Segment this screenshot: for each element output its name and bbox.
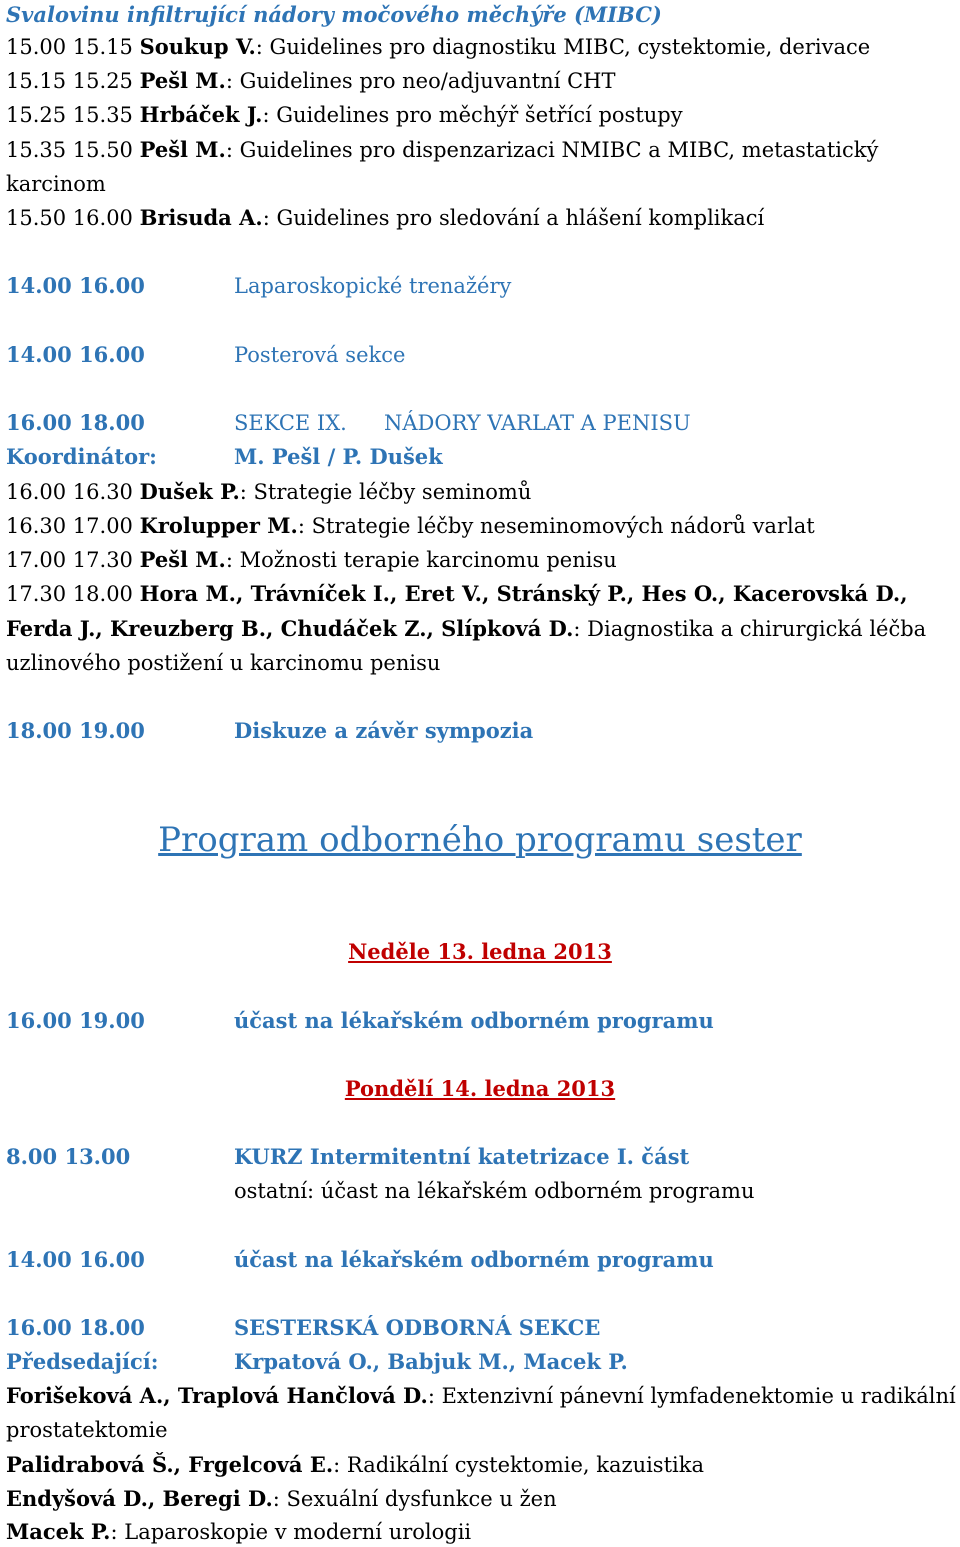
- day1-heading: Neděle 13. ledna 2013: [348, 939, 612, 964]
- talk-item: [6, 1484, 557, 1514]
- item-speaker: Brisuda A.: [139, 205, 263, 230]
- agenda-item: [6, 477, 531, 507]
- talk-item: [6, 1381, 956, 1411]
- chair-row: [6, 1347, 946, 1377]
- sekce9-label: SEKCE IX.: [234, 411, 347, 435]
- talk-text: : Laparoskopie v moderní urologii: [110, 1520, 472, 1544]
- item-time: 17.00 17.30: [6, 548, 133, 572]
- lap-time: 14.00 16.00: [6, 273, 145, 298]
- item-speaker: Pešl M.: [139, 547, 226, 572]
- sekce9-row: [6, 408, 946, 438]
- item-text: : Guidelines pro sledování a hlášení komplikací: [262, 206, 765, 230]
- item-speaker: Dušek P.: [139, 479, 240, 504]
- agenda-item: [6, 100, 683, 130]
- agenda-item: [6, 32, 870, 62]
- program-title: Program odborného programu sester: [158, 820, 802, 860]
- item-speaker: Soukup V.: [139, 34, 256, 59]
- kurz-row: [6, 1142, 946, 1172]
- sest-label: SESTERSKÁ ODBORNÁ SEKCE: [234, 1315, 601, 1340]
- item-text: : Strategie léčby seminomů: [239, 480, 532, 504]
- day1-row: [6, 1006, 946, 1036]
- item-speaker: Hrbáček J.: [139, 102, 263, 127]
- poster-row: [6, 340, 946, 370]
- item-speaker: Krolupper M.: [139, 513, 298, 538]
- diskuze-label: Diskuze a závěr sympozia: [234, 718, 534, 743]
- sekce9-time: 16.00 18.00: [6, 410, 145, 435]
- item-time: 16.00 16.30: [6, 480, 133, 504]
- lap-row: [6, 271, 946, 301]
- agenda-item: [6, 135, 878, 165]
- agenda-item: [6, 579, 908, 609]
- day1-time: 16.00 19.00: [6, 1008, 145, 1033]
- talk-item: [6, 1450, 704, 1480]
- talk-text: : Extenzivní pánevní lymfadenektomie u radikální: [427, 1384, 956, 1408]
- diskuze-row: [6, 716, 946, 746]
- sest-row: [6, 1313, 946, 1343]
- item-speaker: Pešl M.: [139, 68, 226, 93]
- kurz-label: KURZ Intermitentní katetrizace I. část: [234, 1144, 690, 1169]
- talk-speaker: Macek P.: [6, 1519, 111, 1544]
- poster-label: Posterová sekce: [234, 343, 406, 367]
- item-speaker: Pešl M.: [139, 137, 226, 162]
- day2-heading: Pondělí 14. ledna 2013: [344, 1076, 616, 1101]
- item-text: : Guidelines pro měchýř šetřící postupy: [262, 103, 683, 127]
- poster-time: 14.00 16.00: [6, 342, 145, 367]
- agenda-item: [6, 545, 617, 575]
- day1-label: účast na lékařském odborném programu: [234, 1008, 714, 1033]
- item-time: 15.50 16.00: [6, 206, 133, 230]
- diskuze-time: 18.00 19.00: [6, 718, 145, 743]
- sekce9-title: NÁDORY VARLAT A PENISU: [384, 411, 691, 435]
- item-text: : Guidelines pro diagnostiku MIBC, cystektomie, derivace: [255, 35, 871, 59]
- agenda-item: [6, 511, 815, 541]
- ucast-label: účast na lékařském odborném programu: [234, 1247, 714, 1272]
- kurz-note: ostatní: účast na lékařském odborném programu: [234, 1179, 755, 1203]
- agenda-item: [6, 66, 615, 96]
- item-time: 16.30 17.00: [6, 514, 133, 538]
- item-speakers: Ferda J., Kreuzberg B., Chudáček Z., Slípková D.: [6, 616, 574, 641]
- lap-label: Laparoskopické trenažéry: [234, 274, 512, 298]
- coord-value: M. Pešl / P. Dušek: [234, 444, 443, 469]
- item-time: 15.35 15.50: [6, 138, 133, 162]
- item-text: : Guidelines pro neo/adjuvantní CHT: [225, 69, 616, 93]
- chair-label: Předsedající:: [6, 1349, 159, 1374]
- talk-speaker: Forišeková A., Traplová Hančlová D.: [6, 1383, 428, 1408]
- agenda-item-continuation: [6, 614, 926, 644]
- ucast-row: [6, 1245, 946, 1275]
- agenda-item: [6, 203, 764, 233]
- sekce9-coord-row: [6, 442, 946, 472]
- agenda-item-continuation: uzlinového postižení u karcinomu penisu: [6, 651, 441, 675]
- item-text: : Guidelines pro dispenzarizaci NMIBC a MIBC, metastatický: [225, 138, 879, 162]
- kurz-time: 8.00 13.00: [6, 1144, 131, 1169]
- talk-continuation: prostatektomie: [6, 1418, 168, 1442]
- item-time: 17.30 18.00: [6, 582, 133, 606]
- talk-speaker: Endyšová D., Beregi D.: [6, 1486, 273, 1511]
- coord-label: Koordinátor:: [6, 444, 157, 469]
- talk-item: [6, 1517, 471, 1547]
- item-time: 15.00 15.15: [6, 35, 133, 59]
- section-title-mibc: Svalovinu infiltrující nádory močového měchýře (MIBC): [6, 2, 662, 27]
- talk-text: : Radikální cystektomie, kazuistika: [333, 1453, 704, 1477]
- item-text: : Diagnostika a chirurgická léčba: [573, 617, 927, 641]
- item-speakers: Hora M., Trávníček I., Eret V., Stránský P., Hes O., Kacerovská D.,: [139, 581, 908, 606]
- chair-value: Krpatová O., Babjuk M., Macek P.: [234, 1349, 628, 1374]
- item-text: : Možnosti terapie karcinomu penisu: [225, 548, 617, 572]
- ucast-time: 14.00 16.00: [6, 1247, 145, 1272]
- item-time: 15.25 15.35: [6, 103, 133, 127]
- agenda-item-continuation: karcinom: [6, 172, 106, 196]
- item-text: : Strategie léčby neseminomových nádorů varlat: [297, 514, 815, 538]
- sest-time: 16.00 18.00: [6, 1315, 145, 1340]
- talk-speaker: Palidrabová Š., Frgelcová E.: [6, 1452, 334, 1477]
- talk-text: : Sexuální dysfunkce u žen: [272, 1487, 557, 1511]
- item-time: 15.15 15.25: [6, 69, 133, 93]
